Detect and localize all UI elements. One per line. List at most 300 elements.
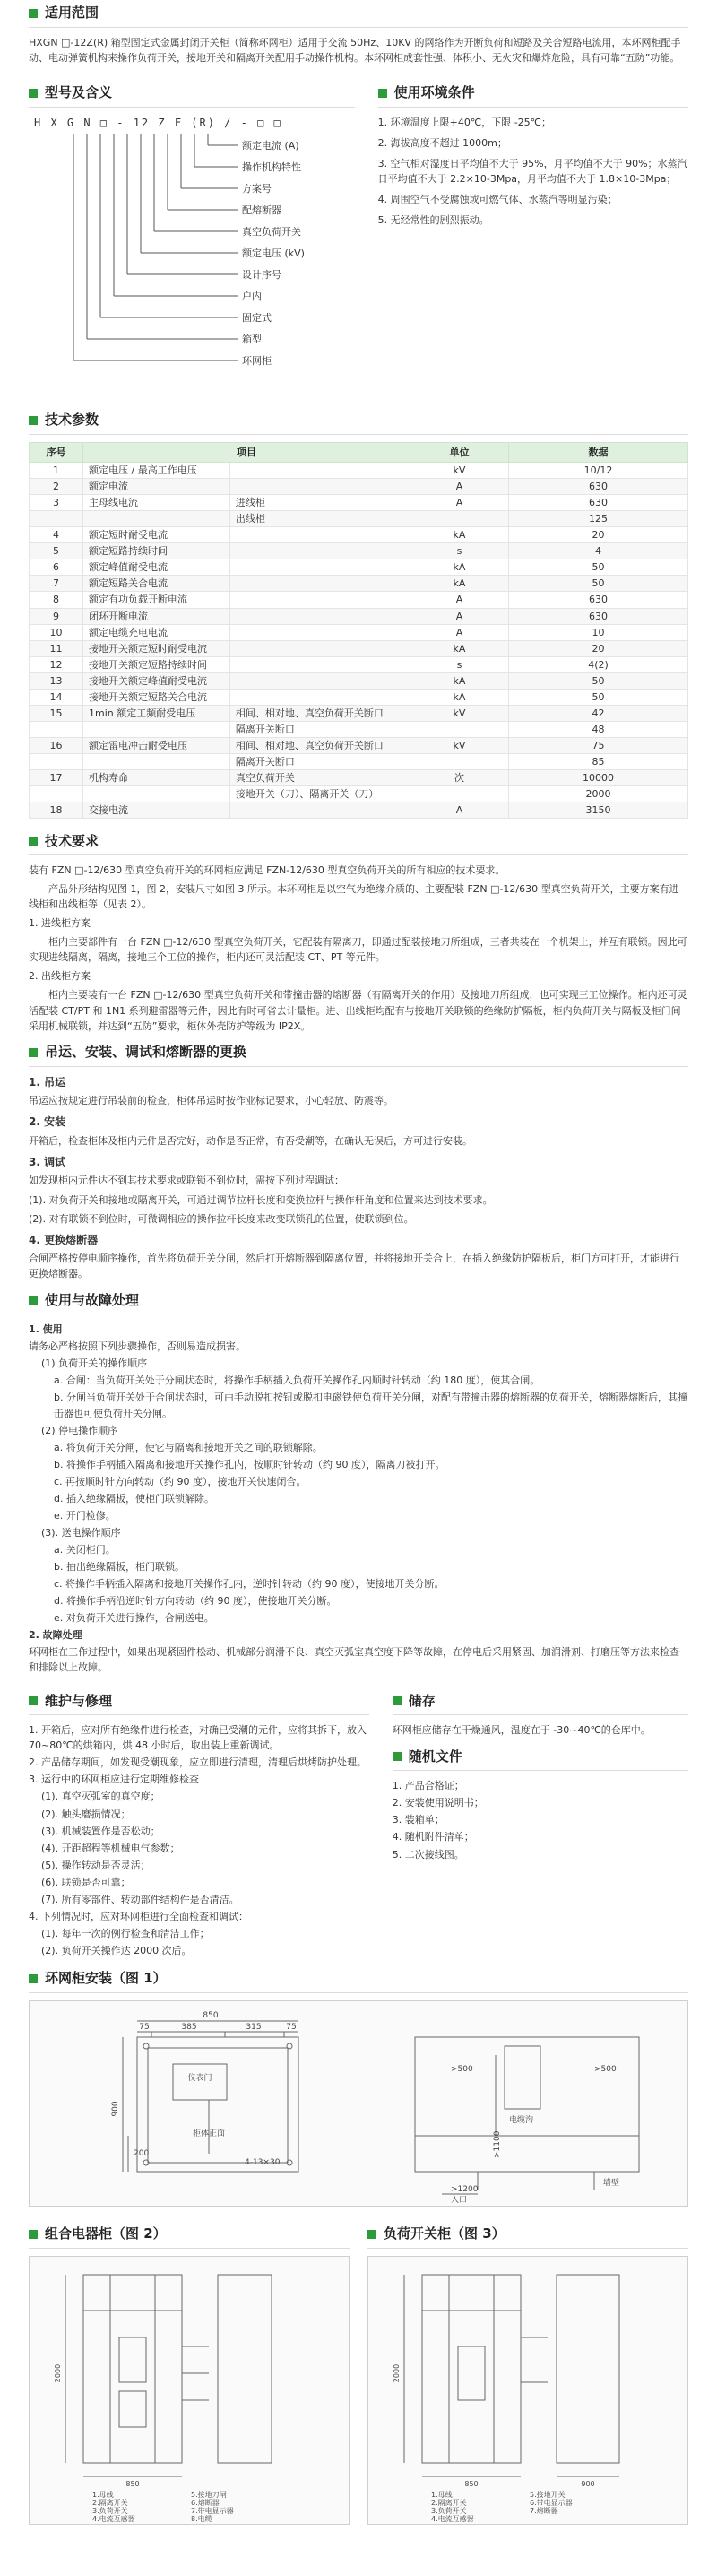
maintenance-line: (5). 操作转动是否灵活； [41, 1859, 151, 1871]
section-title-fig1 [29, 1965, 688, 1992]
table-row [30, 721, 688, 737]
table-row [30, 753, 688, 769]
cell-item: 机构寿命 [83, 769, 230, 785]
cell-unit [410, 786, 509, 802]
section-title-install [29, 1039, 688, 1066]
cell-subitem [229, 656, 410, 672]
cell-no: 13 [30, 672, 83, 689]
table-row [30, 656, 688, 672]
figure-legend-item: 4.电流互感器 [92, 2514, 135, 2523]
cell-value: 85 [509, 753, 688, 769]
env-item: 4. 周围空气不受腐蚀或可燃气体、水蒸汽等明显污染； [377, 194, 618, 206]
req-para: 柜内主要装有一台 FZN □-12/630 型真空负荷开关和带撞击器的熔断器（有隔离开关的作用）及接地刀所组成，也可实现三工位操作。柜内还可灵活配装 CT/PT 和 1N1 系列避雷器等元件，因此有时可省去计量柜。进、出线柜均配有与接地开关联锁的绝缘防护隔板，柜内负荷开关与隔板及柜门间采用机械联锁，并达到“五防”要求，柜体外壳防护等级为 IP2X。 [29, 989, 687, 1032]
section-title-text: 型号及含义 [45, 84, 113, 101]
cell-subitem: 出线柜 [229, 511, 410, 527]
cell-unit: kA [410, 527, 509, 543]
cell-unit: A [410, 624, 509, 640]
cell-no [30, 511, 83, 527]
maintenance-line: (6). 联锁是否可靠； [41, 1876, 131, 1888]
cell-no: 5 [30, 543, 83, 559]
install-para: 合闸严格按停电顺序操作，首先将负荷开关分闸，然后打开熔断器到隔离位置，并将接地开关合上，在插入绝缘防护隔板后，柜门方可打开，才能进行更换熔断器。 [29, 1253, 679, 1280]
cell-subitem: 相间、相对地、真空负荷开关断口 [229, 705, 410, 721]
operation-line: 1. 使用 [29, 1323, 63, 1336]
cell-subitem [229, 543, 410, 559]
cell-unit: kA [410, 672, 509, 689]
section-title-maintenance [29, 1687, 369, 1714]
operation-line: (3). 送电操作顺序 [41, 1526, 121, 1539]
table-row [30, 786, 688, 802]
req-subheading: 1. 进线柜方案 [29, 917, 91, 930]
dim-200: 200 [134, 2148, 150, 2158]
cell-item [83, 721, 230, 737]
cell-unit: A [410, 495, 509, 511]
cell-no: 15 [30, 705, 83, 721]
cell-subitem: 隔离开关断口 [229, 753, 410, 769]
label-wall: 墙壁 [603, 2178, 620, 2188]
cell-no [30, 721, 83, 737]
cell-value: 42 [509, 705, 688, 721]
maintenance-list [29, 1722, 369, 1958]
cell-unit: kA [410, 559, 509, 576]
cell-value: 50 [509, 576, 688, 592]
table-row [30, 576, 688, 592]
operation-line: b. 抽出绝缘隔板，柜门联锁。 [54, 1560, 185, 1573]
section-title-requirements [29, 828, 688, 854]
operation-line: 环网柜在工作过程中，如果出现紧固件松动、机械部分润滑不良、真空灭弧室真空度下降等故障，在停电后采用紧固、加润滑剂、打磨压等方法来检查和排除以上故障。 [29, 1646, 679, 1674]
divider [29, 27, 688, 28]
cell-item [83, 511, 230, 527]
figure-legend-item: 7.带电显示器 [191, 2506, 234, 2515]
cell-no: 12 [30, 656, 83, 672]
section-title-operation [29, 1287, 688, 1314]
install-subheading: 2. 安装 [29, 1115, 66, 1129]
maintenance-line: 1. 开箱后，应对所有绝缘件进行检查，对确已受潮的元件，应将其拆下，放入 70~80℃的烘箱内，烘 48 小时后，取出装上重新调试。 [29, 1724, 367, 1752]
model-code-label: 方案号 [242, 183, 272, 195]
figure-legend-item: 1.母线 [92, 2490, 114, 2499]
maintenance-line: 4. 下列情况时，应对环网柜进行全面检查和调试： [29, 1910, 248, 1922]
cell-unit: kA [410, 640, 509, 656]
table-row [30, 640, 688, 656]
model-code-label: 额定电流 (A) [242, 140, 299, 152]
cell-value: 630 [509, 479, 688, 495]
document-item: 5. 二次接线图。 [392, 1848, 464, 1860]
cell-subitem [229, 479, 410, 495]
cell-item: 主母线电流 [83, 495, 230, 511]
table-row [30, 689, 688, 705]
dim-1100: >1100 [493, 2130, 502, 2158]
operation-line: b. 将操作手柄插入隔离和接地开关操作孔内，按顺时针转动（约 90 度），隔离刀被打开。 [54, 1458, 445, 1470]
cell-item: 接地开关额定短时耐受电流 [83, 640, 230, 656]
section-title-text: 维护与修理 [45, 1692, 113, 1709]
install-para: (2). 对有联锁不到位时，可微调相应的操作拉杆长度来改变联锁孔的位置，使联锁到位。 [29, 1212, 414, 1225]
section-title-text: 随机文件 [408, 1748, 462, 1765]
combined-cabinet-drawing [29, 2256, 350, 2525]
section-marker [29, 1296, 38, 1305]
req-subheading: 2. 出线柜方案 [29, 970, 91, 983]
document-item: 1. 产品合格证； [392, 1780, 464, 1792]
cell-item: 额定电压 / 最高工作电压 [83, 463, 230, 479]
cell-unit: s [410, 543, 509, 559]
operation-line: c. 将操作手柄插入隔离和接地开关操作孔内，逆时针转动（约 90 度），使接地开关分断。 [54, 1578, 445, 1590]
install-para: 如发现柜内元件达不到其技术要求或联锁不到位时，需按下列过程调试： [29, 1175, 344, 1187]
cell-subitem [229, 672, 410, 689]
operation-line: 2. 故障处理 [29, 1629, 82, 1642]
cell-unit: kA [410, 576, 509, 592]
cell-no: 6 [30, 559, 83, 576]
cell-subitem [229, 576, 410, 592]
parameters-table [29, 442, 688, 819]
section-title-storage [393, 1687, 688, 1714]
cell-value: 50 [509, 559, 688, 576]
cell-unit: A [410, 479, 509, 495]
cell-item: 接地开关额定短路持续时间 [83, 656, 230, 672]
maintenance-line: (2). 触头磨损情况； [41, 1808, 131, 1820]
cell-unit: kV [410, 737, 509, 753]
maintenance-line: (7). 所有零部件、转动部件结构件是否清洁。 [41, 1893, 239, 1905]
cell-subitem: 相间、相对地、真空负荷开关断口 [229, 737, 410, 753]
section-marker [29, 416, 38, 425]
divider [29, 1714, 369, 1715]
dim-1200: >1200 [451, 2184, 479, 2194]
divider [29, 2248, 350, 2249]
dim-width: 850 [125, 2479, 140, 2488]
cell-no: 4 [30, 527, 83, 543]
label-enter: 入口 [451, 2195, 468, 2205]
table-row [30, 672, 688, 689]
install-subheading: 4. 更换熔断器 [29, 1233, 99, 1246]
cell-subitem: 进线柜 [229, 495, 410, 511]
cell-no: 10 [30, 624, 83, 640]
cell-subitem [229, 463, 410, 479]
cell-value: 3150 [509, 802, 688, 819]
cell-value: 10/12 [509, 463, 688, 479]
figure-legend-item: 3.负荷开关 [92, 2506, 128, 2515]
dim-width-side: 900 [581, 2479, 595, 2488]
dim-500-right: >500 [594, 2064, 617, 2074]
figure-legend-item: 6.熔断器 [191, 2498, 220, 2507]
divider [393, 1714, 688, 1715]
operation-line: a. 关闭柜门。 [54, 1543, 116, 1556]
section-title-text: 技术要求 [45, 832, 99, 849]
operation-line: d. 将操作手柄沿逆时针方向转动（约 90 度），使接地开关分断。 [54, 1595, 337, 1608]
cell-subitem [229, 608, 410, 624]
divider [29, 107, 355, 108]
model-code-diagram [29, 115, 355, 402]
operation-line: a. 将负荷开关分闸，使它与隔离和接地开关之间的联锁解除。 [54, 1441, 323, 1453]
table-row [30, 463, 688, 479]
cell-subitem [229, 689, 410, 705]
cell-value: 4 [509, 543, 688, 559]
table-row [30, 543, 688, 559]
install-subheading: 1. 吊运 [29, 1075, 66, 1089]
section-marker [367, 2230, 376, 2239]
table-row [30, 608, 688, 624]
cell-no: 3 [30, 495, 83, 511]
operation-line: (1) 负荷开关的操作顺序 [41, 1357, 148, 1370]
col-header-value: 数据 [509, 443, 688, 463]
cell-no: 7 [30, 576, 83, 592]
dim-width: 850 [464, 2479, 479, 2488]
section-title-parameters [29, 407, 688, 434]
table-row [30, 624, 688, 640]
install-para: 开箱后，检查柜体及柜内元件是否完好，动作是否正常，有否受潮等，在确认无误后，方可进行安装。 [29, 1134, 472, 1147]
cell-unit [410, 721, 509, 737]
install-subheading: 3. 调试 [29, 1155, 66, 1168]
table-row [30, 495, 688, 511]
req-para: 柜内主要部件有一台 FZN □-12/630 型真空负荷开关，它配装有隔离刀，即通过配装接地刀所组成，三者共装在一个机架上，并互有联锁。因此可实现进线隔离，隔离，接地三个工位的操作，柜内还可灵活配装 CT、PT 等元件。 [29, 936, 687, 964]
dim-height: 2000 [393, 2364, 401, 2383]
figure-legend-item: 3.负荷开关 [431, 2506, 467, 2515]
section-title-text: 使用与故障处理 [45, 1291, 140, 1308]
cell-value: 125 [509, 511, 688, 527]
dim-900: 900 [111, 2101, 120, 2117]
figure-legend-item: 5.接地刀闸 [191, 2490, 227, 2499]
cell-no [30, 753, 83, 769]
model-code: H X G N □ - 12 Z F (R) / - □ □ [34, 117, 282, 130]
figure-legend-item: 7.熔断器 [530, 2506, 558, 2515]
env-item: 2. 海拔高度不超过 1000m； [377, 137, 507, 150]
cell-value: 20 [509, 640, 688, 656]
section-title-environment [378, 80, 688, 107]
operation-line: 请务必严格按照下列步骤操作，否则易造成损害。 [29, 1340, 246, 1353]
cell-no: 2 [30, 479, 83, 495]
cell-subitem [229, 559, 410, 576]
model-code-label: 真空负荷开关 [242, 226, 301, 239]
cell-unit: A [410, 592, 509, 608]
section-title-text: 适用范围 [45, 4, 99, 22]
dim-total: 850 [203, 2010, 219, 2020]
figure-legend-item: 2.隔离开关 [92, 2498, 128, 2507]
section-title-model [29, 80, 355, 107]
dim-height: 2000 [54, 2364, 62, 2383]
cell-item: 额定峰值耐受电流 [83, 559, 230, 576]
section-title-fig2 [29, 2221, 350, 2248]
section-marker [29, 837, 38, 846]
scope-text: HXGN □-12Z(R) 箱型固定式金属封闭开关柜（简称环网柜）适用于交流 50Hz、10KV 的网络作为开断负荷和短路及关合短路电流用，本环网柜配手动、电动弹簧机构来操作负荷开关，接地开关和隔离开关配用手动操作机构。本环网柜成套性强、体积小、无火灾和爆炸危险，具有可靠“五防”功能。 [29, 37, 681, 65]
table-header-row [30, 443, 688, 463]
section-marker [29, 9, 38, 18]
col-header-item: 项目 [83, 443, 410, 463]
installation-drawing [29, 2000, 688, 2207]
cell-value: 630 [509, 495, 688, 511]
divider [29, 854, 688, 855]
cell-no: 18 [30, 802, 83, 819]
cell-subitem [229, 527, 410, 543]
section-marker [378, 89, 387, 98]
table-row [30, 527, 688, 543]
figure-legend-item: 1.母线 [431, 2490, 453, 2499]
label-panel: 仪表门 [187, 2073, 212, 2083]
dim-75b: 75 [286, 2022, 297, 2032]
cell-unit: kA [410, 689, 509, 705]
document-item: 2. 安装使用说明书； [392, 1797, 484, 1809]
cell-item [83, 786, 230, 802]
load-switch-cabinet-drawing [367, 2256, 688, 2525]
model-code-label: 额定电压 (kV) [242, 247, 305, 260]
cell-no: 11 [30, 640, 83, 656]
section-title-text: 负荷开关柜（图 3） [384, 2225, 505, 2242]
col-header-unit: 单位 [410, 443, 509, 463]
model-code-label: 固定式 [242, 312, 272, 325]
section-marker [393, 1752, 402, 1761]
section-title-text: 环网柜安装（图 1） [45, 1970, 167, 1987]
section-marker [29, 1048, 38, 1057]
cell-value: 48 [509, 721, 688, 737]
cell-unit [410, 753, 509, 769]
section-marker [29, 1974, 38, 1983]
dim-75: 75 [139, 2022, 150, 2032]
cell-subitem: 接地开关（刀）、隔离开关（刀） [229, 786, 410, 802]
section-title-text: 组合电器柜（图 2） [45, 2225, 167, 2242]
env-item: 3. 空气相对湿度日平均值不大于 95%，月平均值不大于 90%；水蒸汽日平均值不大于 2.2×10-3Mpa，月平均值不大于 1.8×10-3Mpa； [377, 158, 687, 186]
maintenance-line: 2. 产品储存期间，如发现受潮现象，应立即进行清理，清理后烘烤防护处理。 [29, 1756, 367, 1769]
cell-subitem [229, 624, 410, 640]
document-item: 4. 随机附件清单； [392, 1831, 474, 1843]
cell-subitem: 真空负荷开关 [229, 769, 410, 785]
model-code-label: 操作机构特性 [242, 161, 301, 174]
divider [378, 107, 688, 108]
load-switch-cabinet-svg [368, 2257, 687, 2524]
label-holes: 4-13×30 [245, 2157, 281, 2167]
table-row [30, 479, 688, 495]
maintenance-line: (4). 开距超程等机械电气参数； [41, 1842, 180, 1854]
label-well: 电缆沟 [509, 2115, 534, 2125]
section-marker [29, 1696, 38, 1705]
maintenance-line: 3. 运行中的环网柜应进行定期维修检查 [29, 1774, 199, 1786]
cell-item: 额定电缆充电电流 [83, 624, 230, 640]
install-para: (1). 对负荷开关和接地或隔离开关，可通过调节拉杆长度和变换拉杆与操作杆角度和位置来达到技术要求。 [29, 1193, 493, 1206]
dim-500-left: >500 [451, 2064, 473, 2074]
cell-unit: kV [410, 705, 509, 721]
dim-385: 385 [181, 2022, 197, 2032]
section-title-documents [393, 1743, 688, 1770]
cell-subitem: 隔离开关断口 [229, 721, 410, 737]
label-base: 柜体正面 [192, 2129, 226, 2138]
cell-no: 17 [30, 769, 83, 785]
model-code-label: 户内 [242, 291, 262, 303]
cell-item: 额定短路关合电流 [83, 576, 230, 592]
figure-legend-item: 8.电缆 [191, 2514, 212, 2523]
divider [29, 1066, 688, 1067]
model-code-label: 设计序号 [242, 269, 281, 282]
cell-value: 630 [509, 608, 688, 624]
operation-line: d. 插入绝缘隔板，使柜门联锁解除。 [54, 1492, 214, 1505]
figure-legend-item: 2.隔离开关 [431, 2498, 467, 2507]
cell-item: 接地开关额定峰值耐受电流 [83, 672, 230, 689]
table-row [30, 769, 688, 785]
figure-legend-item: 6.带电显示器 [530, 2498, 573, 2507]
section-title-fig3 [367, 2221, 688, 2248]
figure-legend-item: 5.接地开关 [530, 2490, 566, 2499]
storage-text: 环网柜应储存在干燥通风，温度在于 -30~40℃的仓库中。 [392, 1724, 651, 1737]
cell-item [83, 753, 230, 769]
operation-line: b. 分闸当负荷开关处于合闸状态时，可由手动脱扣按钮或脱扣电磁铁使负荷开关分闸，对配有带撞击器的熔断器的负荷开关，熔断器熔断后，其撞击器也可使负荷开关分闸。 [54, 1392, 687, 1419]
section-title-scope [29, 0, 688, 27]
cell-item: 额定短时耐受电流 [83, 527, 230, 543]
cell-value: 10 [509, 624, 688, 640]
table-row [30, 511, 688, 527]
operation-line: (2) 停电操作顺序 [41, 1424, 118, 1436]
operation-list [29, 1322, 688, 1675]
divider [367, 2248, 688, 2249]
cell-unit: 次 [410, 769, 509, 785]
cell-unit: kV [410, 463, 509, 479]
cell-subitem [229, 592, 410, 608]
cell-no: 1 [30, 463, 83, 479]
section-marker [393, 1696, 402, 1705]
cell-no: 8 [30, 592, 83, 608]
cell-item: 1min 额定工频耐受电压 [83, 705, 230, 721]
maintenance-line: (1). 每年一次的例行检查和清洁工作； [41, 1927, 210, 1939]
figure-legend-item: 4.电流互感器 [431, 2514, 474, 2523]
installation-drawing-svg [30, 2001, 687, 2206]
section-title-text: 吊运、安装、调试和熔断器的更换 [45, 1043, 247, 1060]
cell-item: 交接电流 [83, 802, 230, 819]
env-item: 5. 无经常性的剧烈振动。 [377, 214, 489, 227]
divider [29, 434, 688, 435]
cell-value: 50 [509, 672, 688, 689]
cell-value: 2000 [509, 786, 688, 802]
cell-no: 14 [30, 689, 83, 705]
cell-subitem [229, 802, 410, 819]
req-para: 装有 FZN □-12/630 型真空负荷开关的环网柜应满足 FZN-12/630 型真空负荷开关的所有相应的技术要求。 [29, 864, 505, 877]
cell-unit [410, 511, 509, 527]
operation-line: a. 合闸：当负荷开关处于分闸状态时，将操作手柄插入负荷开关操作孔内顺时针转动（约 180 度），使其合闸。 [54, 1375, 540, 1387]
model-code-label: 环网柜 [242, 355, 272, 368]
document-item: 3. 装箱单； [392, 1814, 445, 1826]
req-para: 产品外形结构见图 1，图 2，安装尺寸如图 3 所示。本环网柜是以空气为绝缘介质的、主要配装 FZN □-12/630 型真空负荷开关，主要方案有进线柜和出线柜等（见表 2）。 [29, 883, 679, 911]
cell-item: 额定雷电冲击耐受电压 [83, 737, 230, 753]
cell-value: 4(2) [509, 656, 688, 672]
maintenance-line: (1). 真空灭弧室的真空度； [41, 1791, 160, 1803]
table-row [30, 737, 688, 753]
section-title-text: 使用环境条件 [393, 84, 475, 101]
cell-unit: A [410, 608, 509, 624]
cell-no [30, 786, 83, 802]
environment-list [378, 115, 688, 228]
table-row [30, 559, 688, 576]
cell-value: 10000 [509, 769, 688, 785]
col-header-no: 序号 [30, 443, 83, 463]
cell-subitem [229, 640, 410, 656]
cell-unit: A [410, 802, 509, 819]
operation-line: e. 对负荷开关进行操作，合闸送电。 [54, 1612, 214, 1625]
section-marker [29, 2230, 38, 2239]
section-marker [29, 89, 38, 98]
cell-value: 630 [509, 592, 688, 608]
dim-315: 315 [246, 2022, 262, 2032]
cell-no: 16 [30, 737, 83, 753]
cell-no: 9 [30, 608, 83, 624]
operation-line: c. 再按顺时针方向转动（约 90 度），接地开关快速闭合。 [54, 1475, 307, 1487]
cell-unit: s [410, 656, 509, 672]
table-row [30, 802, 688, 819]
cell-item: 闭环开断电流 [83, 608, 230, 624]
table-row [30, 705, 688, 721]
env-item: 1. 环境温度上限+40℃，下限 -25℃； [377, 117, 552, 129]
model-code-lines [29, 133, 351, 402]
cell-value: 75 [509, 737, 688, 753]
model-code-label: 配熔断器 [242, 204, 281, 217]
operation-line: e. 开门检修。 [54, 1509, 116, 1522]
cell-value: 50 [509, 689, 688, 705]
cell-item: 接地开关额定短路关合电流 [83, 689, 230, 705]
cell-value: 20 [509, 527, 688, 543]
install-para: 吊运应按规定进行吊装前的检查，柜体吊运时按作业标记要求，小心轻放、防震等。 [29, 1095, 393, 1107]
cell-item: 额定短路持续时间 [83, 543, 230, 559]
section-title-text: 技术参数 [45, 412, 99, 429]
maintenance-line: (2). 负荷开关操作达 2000 次后。 [41, 1944, 192, 1956]
